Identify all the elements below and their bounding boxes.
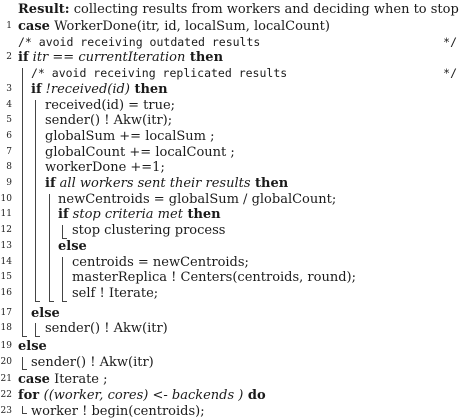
statement: worker ! begin(centroids); (31, 403, 205, 419)
keyword-case: case (18, 372, 50, 388)
line-number: 11 (0, 209, 12, 220)
comment-end: */ (443, 34, 457, 49)
keyword-then: then (250, 176, 289, 191)
comment-text: /* avoid receiving outdated results (18, 34, 261, 49)
condition-var: currentIteration (78, 50, 186, 66)
line-number: 3 (6, 83, 12, 94)
line-number: 5 (6, 115, 12, 126)
block-bar-else-17 (35, 323, 36, 337)
comment-text: /* avoid receiving replicated results (31, 66, 288, 81)
statement: globalCount += localCount ; (45, 144, 235, 160)
statement: sender() ! Akw(itr) (31, 354, 154, 370)
condition-text: all workers sent their results (59, 176, 251, 191)
block-bar-if-all-workers (49, 194, 50, 302)
line-number: 6 (6, 130, 12, 141)
line-number: 12 (0, 225, 12, 236)
case-pattern: Iterate ; (49, 372, 108, 388)
case-pattern: WorkerDone(itr, id, localSum, localCount) (49, 19, 330, 34)
line-number: 9 (6, 178, 12, 188)
keyword-if: if (45, 176, 56, 191)
result-text: collecting results from workers and deciding when to stop (69, 2, 459, 17)
statement: self ! Iterate; (72, 285, 159, 301)
keyword-then: then (185, 50, 224, 66)
condition-text: stop criteria met (72, 207, 183, 223)
block-bar-if-received (35, 100, 36, 302)
line-number: 20 (0, 356, 12, 367)
condition-op: == (48, 50, 79, 66)
line-number: 19 (0, 341, 12, 351)
statement: received(id) = true; (45, 97, 176, 113)
statement: globalSum += localSum ; (45, 128, 215, 144)
keyword-if: if (18, 50, 29, 66)
keyword-do: do (243, 388, 266, 404)
block-bar-for (22, 406, 23, 414)
line-number: 16 (0, 287, 12, 298)
line-number: 23 (0, 405, 12, 416)
keyword-else: else (58, 238, 87, 254)
condition-var: itr (32, 50, 49, 66)
block-bar-else-19 (22, 357, 23, 371)
statement: sender() ! Akw(itr); (45, 113, 173, 129)
keyword-then: then (129, 81, 168, 97)
block-bar-if-stop (62, 225, 63, 239)
statement: masterReplica ! Centers(centroids, round); (72, 270, 356, 286)
loop-condition: ((worker, cores) <- backends ) (43, 388, 244, 404)
line-number: 2 (6, 52, 12, 63)
line-number: 8 (6, 162, 12, 173)
statement: stop clustering process (72, 223, 226, 239)
result-label: Result: (18, 2, 70, 17)
line-number: 22 (0, 390, 12, 401)
condition-text: !received(id) (45, 81, 130, 97)
comment-end: */ (443, 66, 457, 81)
line-number: 7 (6, 146, 12, 157)
keyword-then: then (182, 207, 221, 223)
keyword-else: else (31, 305, 60, 321)
line-number: 17 (0, 307, 12, 318)
keyword-for: for (18, 388, 44, 404)
line-number: 21 (0, 374, 12, 385)
statement: sender() ! Akw(itr) (45, 321, 168, 337)
keyword-case: case (18, 19, 50, 34)
statement: centroids = newCentroids; (72, 254, 249, 270)
statement: newCentroids = globalSum / globalCount; (58, 191, 337, 207)
line-number: 14 (0, 256, 12, 267)
line-number: 10 (0, 193, 12, 204)
line-number: 18 (0, 323, 12, 334)
line-number: 13 (0, 240, 12, 251)
line-number: 15 (0, 272, 12, 283)
block-bar-else-inner (62, 257, 63, 302)
line-number: 4 (6, 99, 12, 110)
keyword-if: if (58, 207, 69, 223)
statement: workerDone +=1; (45, 160, 165, 176)
keyword-if: if (31, 81, 42, 97)
keyword-else: else (18, 339, 47, 354)
block-bar-if-itr (22, 68, 23, 337)
line-number: 1 (6, 21, 12, 31)
